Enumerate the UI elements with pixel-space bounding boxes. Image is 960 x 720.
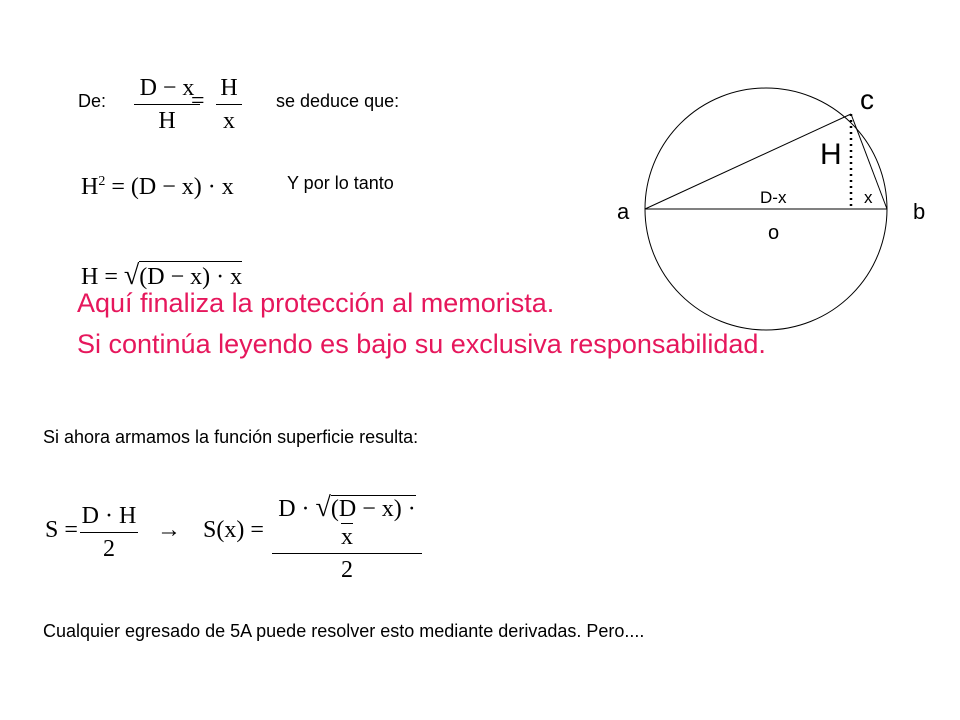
right-denominator: x xyxy=(223,108,235,134)
label-d-minus-x: D-x xyxy=(760,188,787,207)
fraction-bar xyxy=(80,532,138,533)
s-denominator: 2 xyxy=(103,536,115,562)
h-squared-lhs: H xyxy=(81,174,99,200)
left-denominator: H xyxy=(158,108,176,134)
sx-lhs: S(x) = xyxy=(203,517,264,543)
de-label: De: xyxy=(78,91,107,111)
footer-text: Cualquier egresado de 5A puede resolver esto mediante derivadas. Pero.... xyxy=(43,621,645,641)
sx-num-prefix: D · xyxy=(278,496,310,522)
equals-sign: = xyxy=(191,88,205,114)
sx-numerator xyxy=(272,494,422,551)
h-squared-equation xyxy=(81,174,234,201)
right-fraction xyxy=(216,74,242,135)
sqrt-sign: √ xyxy=(123,260,140,291)
label-o: o xyxy=(768,222,780,244)
label-a: a xyxy=(617,199,630,224)
sx-radicand: (D − x) · x xyxy=(330,496,416,550)
label-h: H xyxy=(820,138,842,171)
right-numerator: H xyxy=(220,75,238,101)
h-squared-exponent: 2 xyxy=(98,174,106,189)
h-root-lhs: H = xyxy=(81,264,118,290)
s-fraction xyxy=(80,502,138,563)
surface-intro: Si ahora armamos la función superficie resulta: xyxy=(43,427,419,447)
s-lhs: S = xyxy=(45,517,78,543)
implies-arrow: → xyxy=(157,517,181,543)
sqrt-sign: √ xyxy=(315,492,331,523)
deduce-label: se deduce que: xyxy=(276,91,400,111)
h-root-radicand: (D − x) · x xyxy=(139,261,242,290)
s-numerator: D · H xyxy=(81,503,137,529)
sx-denominator: 2 xyxy=(341,557,353,583)
label-c: c xyxy=(860,84,874,115)
warning-line-1: Aquí finaliza la protección al memorista. xyxy=(77,288,555,318)
h-squared-rhs: = (D − x) · x xyxy=(111,174,234,200)
label-x: x xyxy=(864,188,873,207)
label-b: b xyxy=(913,199,926,224)
left-numerator: D − x xyxy=(139,75,195,101)
porlotanto-label: Y por lo tanto xyxy=(287,173,394,193)
sx-fraction xyxy=(272,494,422,584)
fraction-bar xyxy=(216,104,242,105)
warning-line-2: Si continúa leyendo es bajo su exclusiva responsabilidad. xyxy=(77,329,766,359)
fraction-bar xyxy=(272,553,422,554)
